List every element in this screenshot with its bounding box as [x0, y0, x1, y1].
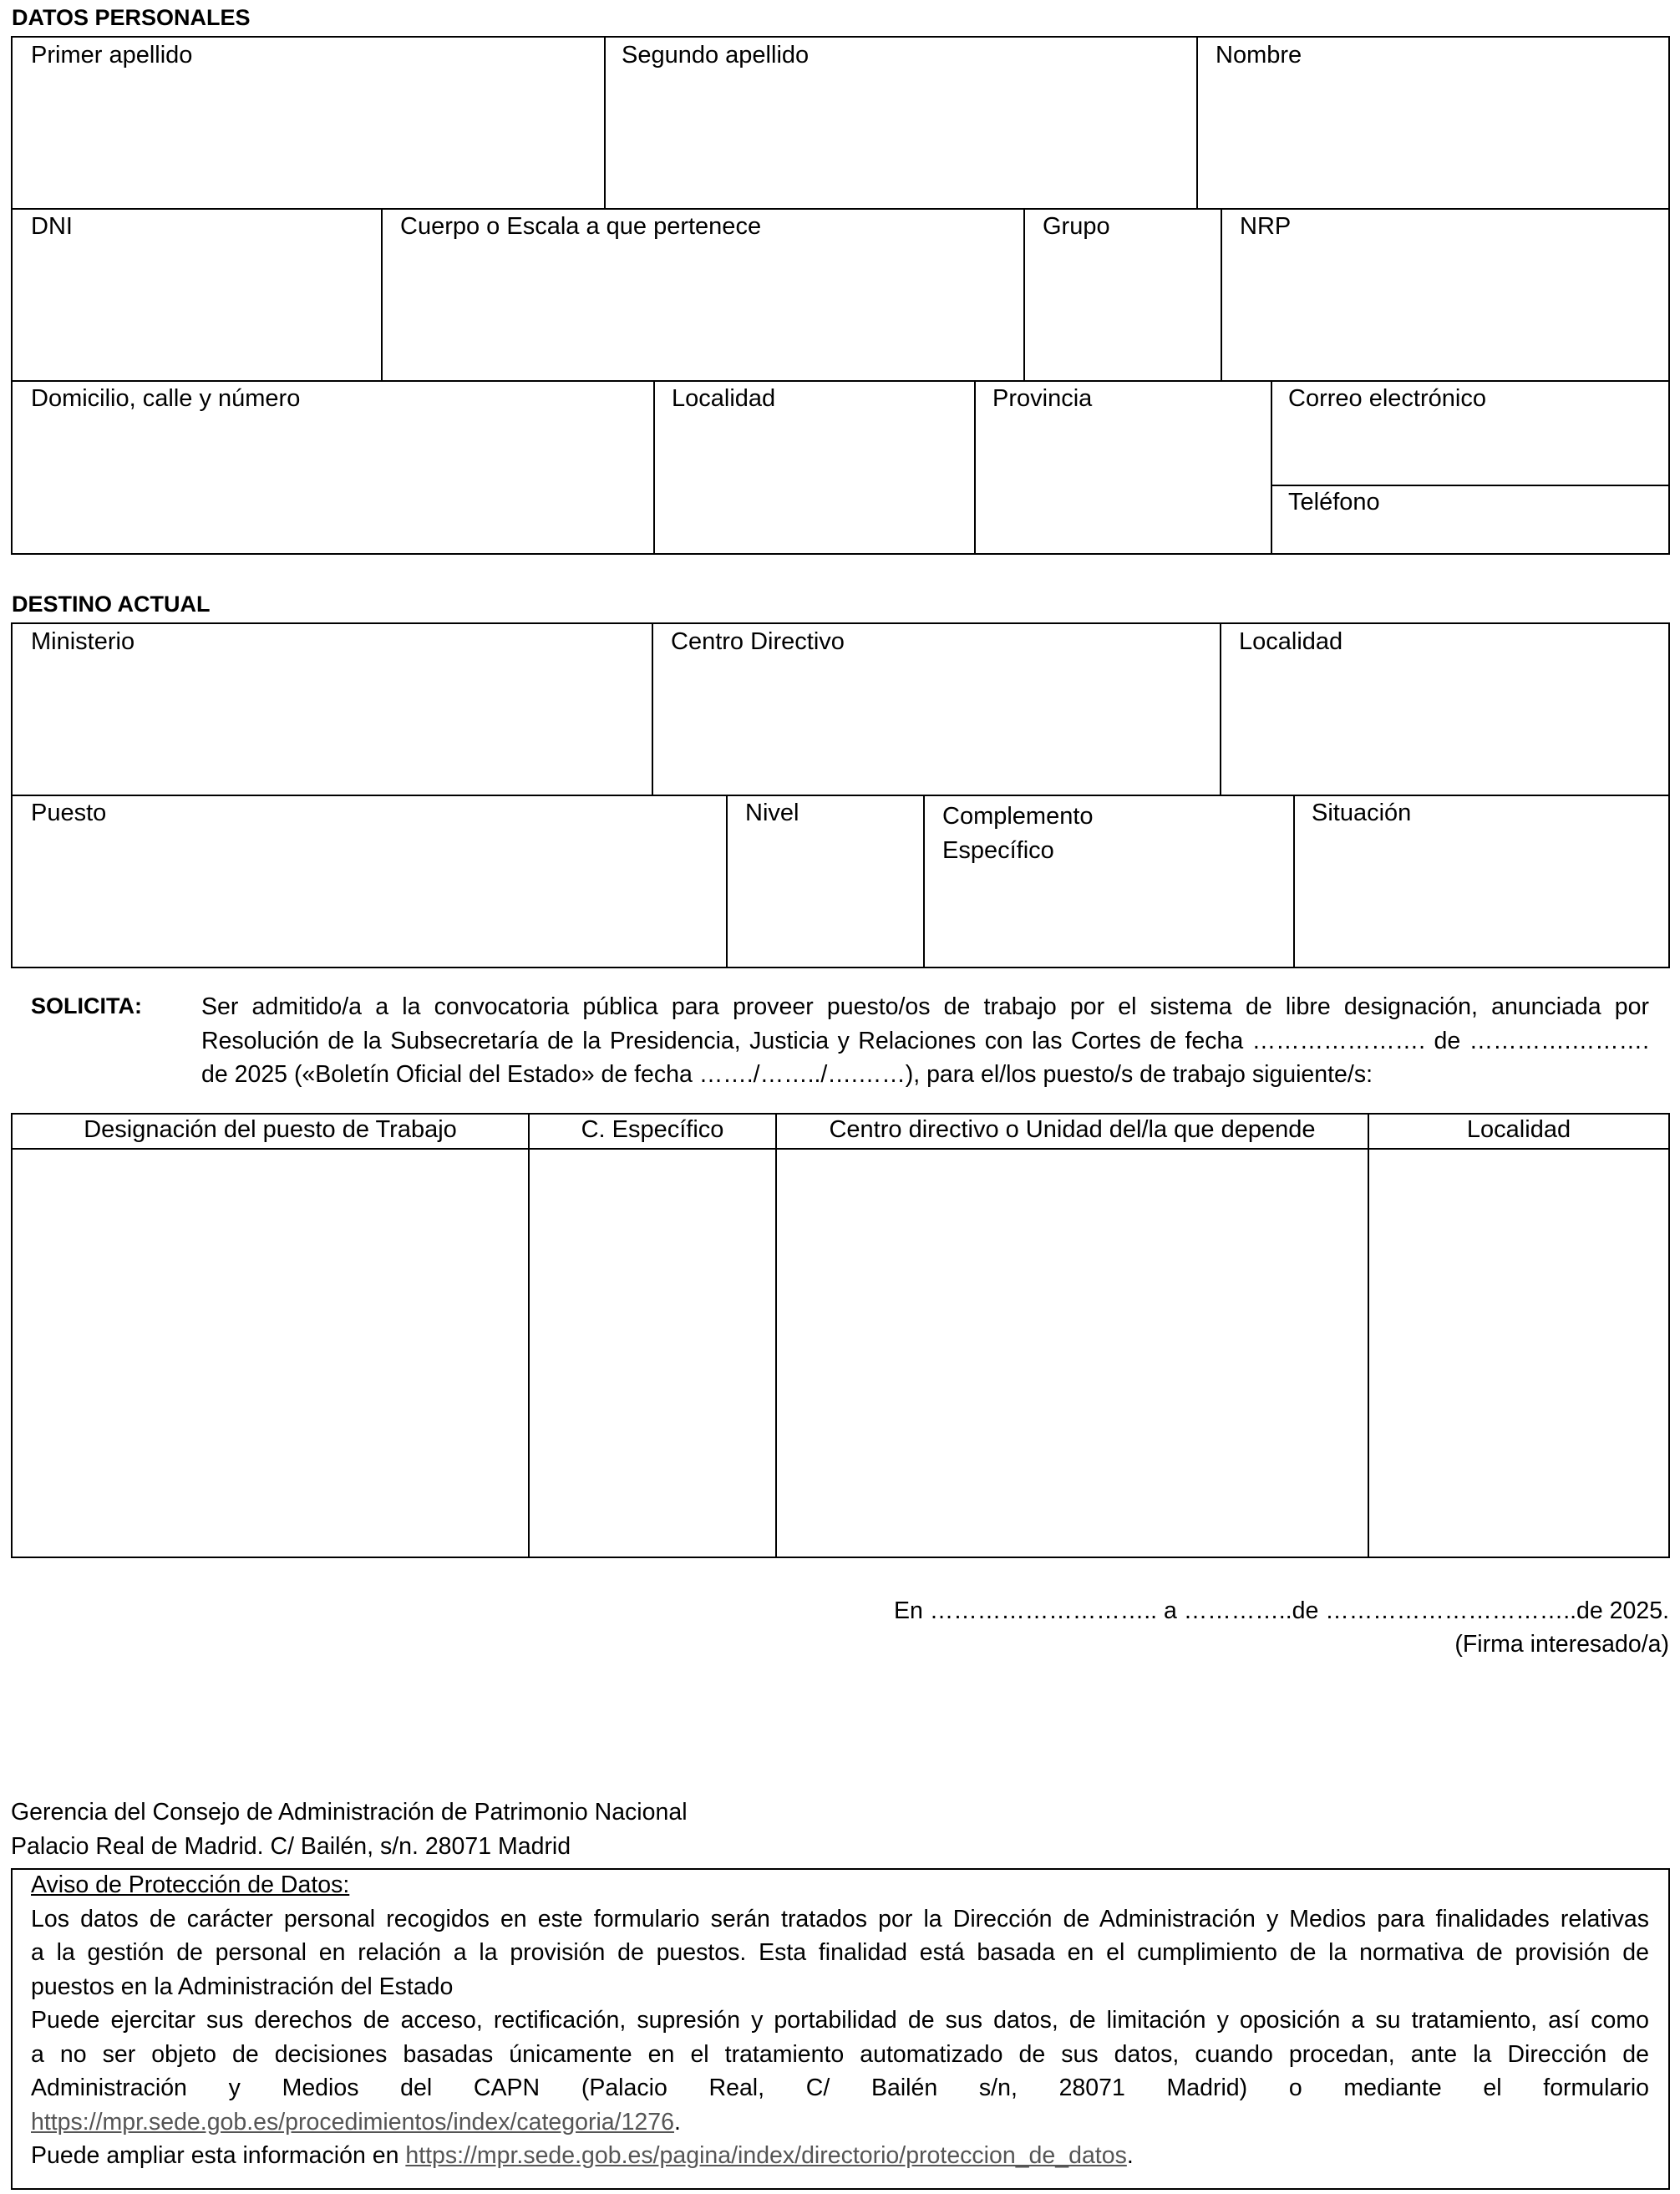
- solicita-line-1: Ser admitido/a a la convocatoria pública para proveer puesto/os de trabajo por el sistema de libre designación, anunciada por: [201, 993, 1649, 1020]
- col-divider: [1221, 208, 1222, 381]
- field-nombre: Nombre: [1216, 42, 1302, 69]
- section-heading-destino-actual: DESTINO ACTUAL: [12, 592, 211, 617]
- signature-firma: (Firma interesado/a): [1454, 1631, 1669, 1658]
- privacy-p3-line: [31, 2139, 1649, 2173]
- field-telefono: Teléfono: [1288, 489, 1380, 515]
- privacy-p1-line2: a la gestión de personal en relación a la provisión de puestos. Esta finalidad está basada en el cumplimiento de la normativa de provisión de: [31, 1939, 1649, 1966]
- table-header-centro-directivo: Centro directivo o Unidad del/la que depende: [829, 1116, 1316, 1143]
- field-complemento-line1: Complemento: [942, 803, 1094, 830]
- solicita-text: [201, 990, 1649, 1092]
- privacy-p2-line3: Administración y Medios del CAPN (Palacio Real, C/ Bailén s/n, 28071 Madrid) o mediante el formulario: [31, 2075, 1649, 2101]
- row-divider: [1271, 485, 1670, 486]
- table-header-localidad: Localidad: [1466, 1116, 1571, 1143]
- row-divider: [11, 795, 1670, 796]
- address-line-2: Palacio Real de Madrid. C/ Bailén, s/n. 28071 Madrid: [11, 1833, 571, 1860]
- puestos-table: [11, 1113, 1670, 1558]
- period: .: [1126, 2142, 1134, 2169]
- address-line-1: Gerencia del Consejo de Administración de Patrimonio Nacional: [11, 1799, 688, 1826]
- col-divider: [923, 795, 925, 968]
- field-localidad: Localidad: [672, 385, 776, 412]
- field-provincia: Provincia: [992, 385, 1093, 412]
- field-nrp: NRP: [1240, 213, 1292, 240]
- privacy-p2-line2: a no ser objeto de decisiones basadas únicamente en el tratamiento automatizado de sus datos, cuando procedan, ante la Dirección de: [31, 2040, 1649, 2068]
- privacy-notice-text: [31, 1868, 1649, 2173]
- field-nivel: Nivel: [745, 800, 799, 826]
- row-divider: [11, 208, 1670, 210]
- datos-personales-box: [11, 36, 1670, 555]
- table-header-divider: [11, 1148, 1670, 1150]
- col-divider: [381, 208, 383, 381]
- field-localidad-destino: Localidad: [1239, 628, 1343, 655]
- period: .: [673, 2108, 681, 2136]
- field-primer-apellido: Primer apellido: [31, 42, 193, 69]
- field-dni: DNI: [31, 213, 73, 240]
- col-divider: [604, 36, 606, 209]
- field-segundo-apellido: Segundo apellido: [622, 42, 810, 69]
- solicita-line-2: Resolución de la Subsecretaría de la Presidencia, Justicia y Relaciones con las Cortes de fecha …………………. de ………….……….: [201, 1027, 1649, 1054]
- table-header-c-especifico: C. Específico: [581, 1116, 724, 1143]
- field-centro-directivo: Centro Directivo: [671, 628, 845, 655]
- field-complemento-line2: Específico: [942, 837, 1054, 864]
- solicita-line-3: de 2025 («Boletín Oficial del Estado» de fecha ……./……../….……), para el/los puesto/s de trabajo siguiente/s:: [201, 1061, 1373, 1088]
- section-heading-datos-personales: DATOS PERSONALES: [12, 5, 251, 30]
- privacy-info-link[interactable]: https://mpr.sede.gob.es/pagina/index/directorio/proteccion_de_datos: [405, 2142, 1127, 2169]
- field-correo: Correo electrónico: [1288, 385, 1486, 412]
- signature-place-date: En ……………………….. a …………..de …………………………..de 2025.: [893, 1597, 1669, 1624]
- col-divider: [726, 795, 728, 968]
- col-divider: [653, 380, 655, 555]
- privacy-title: Aviso de Protección de Datos:: [31, 1872, 350, 1898]
- field-complemento-especifico: [942, 800, 1094, 868]
- col-divider: [1220, 622, 1221, 795]
- privacy-p1-line3: puestos en la Administración del Estado: [31, 1973, 454, 2000]
- col-divider: [528, 1113, 530, 1558]
- col-divider: [1271, 380, 1272, 555]
- field-ministerio: Ministerio: [31, 628, 135, 655]
- solicita-label: SOLICITA:: [31, 993, 142, 1018]
- privacy-form-link[interactable]: https://mpr.sede.gob.es/procedimientos/index/categoria/1276: [31, 2108, 674, 2136]
- col-divider: [1293, 795, 1295, 968]
- privacy-p1-line1: Los datos de carácter personal recogidos en este formulario serán tratados por la Dirección de Administración y Medios para finalidades relativas: [31, 1905, 1649, 1932]
- privacy-p2-line1: Puede ejercitar sus derechos de acceso, rectificación, supresión y portabilidad de sus datos, de limitación y oposición a su tratamiento, así como: [31, 2007, 1649, 2034]
- field-situacion: Situación: [1312, 800, 1412, 826]
- field-domicilio: Domicilio, calle y número: [31, 385, 301, 412]
- col-divider: [974, 380, 976, 555]
- table-header-designacion: Designación del puesto de Trabajo: [84, 1116, 457, 1143]
- col-divider: [1023, 208, 1025, 381]
- row-divider: [11, 380, 1670, 382]
- privacy-p3-prefix: Puede ampliar esta información en: [31, 2142, 406, 2169]
- col-divider: [1368, 1113, 1369, 1558]
- field-grupo: Grupo: [1043, 213, 1110, 240]
- privacy-link1-line: [31, 2105, 1649, 2140]
- col-divider: [652, 622, 653, 795]
- col-divider: [775, 1113, 777, 1558]
- col-divider: [1196, 36, 1198, 209]
- field-cuerpo: Cuerpo o Escala a que pertenece: [400, 213, 762, 240]
- field-puesto: Puesto: [31, 800, 107, 826]
